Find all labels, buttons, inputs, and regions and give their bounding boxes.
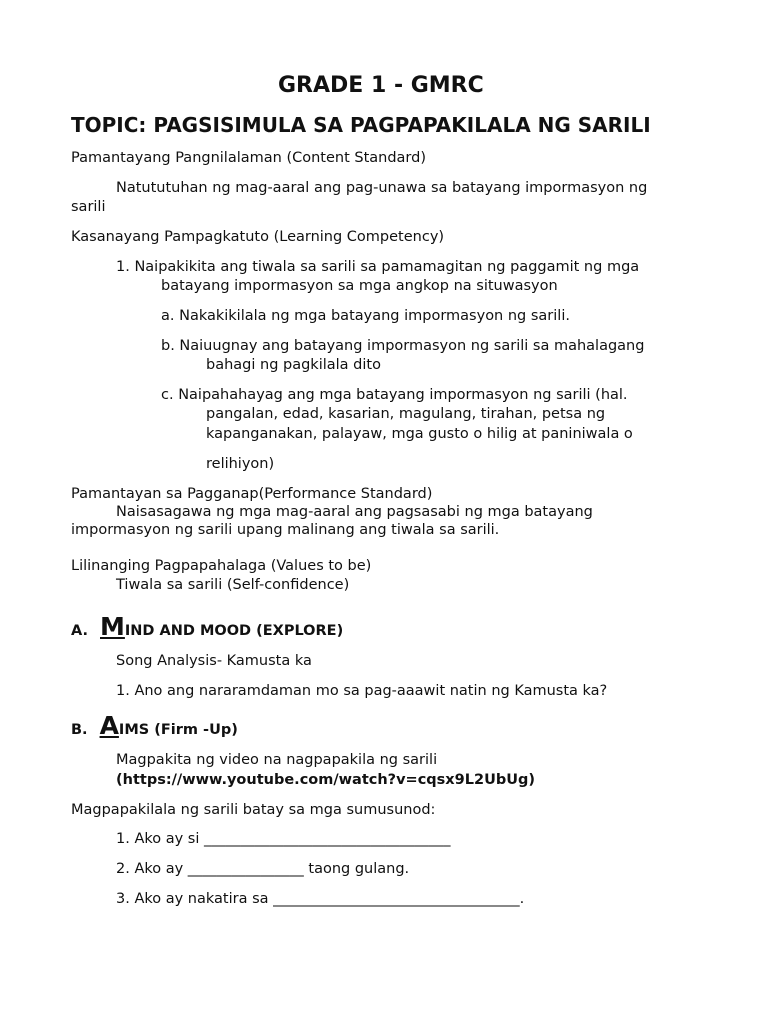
performance-standard-text-cont: impormasyon ng sarili upang malinang ang tiwala sa sarili. [71, 522, 500, 538]
content-standard-heading: Pamantayang Pangnilalaman (Content Standard) [71, 150, 427, 166]
competency-sub-c-cont-2: kapanganakan, palayaw, mga gusto o hilig at paniniwala o [206, 426, 633, 442]
content-standard-text: Natututuhan ng mag-aaral ang pag-unawa sa batayang impormasyon ng [116, 180, 648, 196]
section-a-heading [71, 612, 343, 646]
values-text: Tiwala sa sarili (Self-confidence) [116, 577, 350, 593]
topic-heading: TOPIC: PAGSISIMULA SA PAGPAPAKILALA NG SARILI [71, 113, 651, 137]
competency-sub-b-cont: bahagi ng pagkilala dito [206, 357, 381, 373]
competency-sub-c-cont-3: relihiyon) [206, 456, 275, 472]
learning-competency-heading: Kasanayang Pampagkatuto (Learning Competency) [71, 229, 445, 245]
section-a-question-1: 1. Ano ang nararamdaman mo sa pag-aaawit natin ng Kamusta ka? [116, 683, 608, 699]
section-a-initial: M [100, 612, 125, 641]
section-b-letter: B. [71, 722, 88, 738]
section-b-heading [71, 711, 238, 745]
performance-standard-text: Naisasagawa ng mga mag-aaral ang pagsasabi ng mga batayang [116, 504, 593, 520]
values-heading: Lilinanging Pagpapahalaga (Values to be) [71, 558, 372, 574]
section-b-line-1: Magpakita ng video na nagpapakila ng sarili [116, 752, 438, 768]
performance-standard-heading: Pamantayan sa Pagganap(Performance Standard) [71, 486, 433, 502]
video-link[interactable]: (https://www.youtube.com/watch?v=cqsx9L2UbUg) [116, 772, 536, 788]
competency-sub-c-cont-1: pangalan, edad, kasarian, magulang, tirahan, petsa ng [206, 406, 606, 422]
fill-in-item-3: 3. Ako ay nakatira sa __________________________________. [116, 891, 525, 907]
section-b-initial: A [99, 711, 119, 740]
section-b-title: IMS (Firm -Up) [118, 722, 238, 738]
competency-item-1-cont: batayang impormasyon sa mga angkop na situwasyon [161, 278, 558, 294]
competency-item-1: 1. Naipakikita ang tiwala sa sarili sa pamamagitan ng paggamit ng mga [116, 259, 640, 275]
fill-in-item-1: 1. Ako ay si __________________________________ [116, 831, 451, 847]
section-a-title: IND AND MOOD (EXPLORE) [124, 623, 344, 639]
competency-sub-b: b. Naiuugnay ang batayang impormasyon ng sarili sa mahalagang [161, 338, 645, 354]
fill-in-item-2: 2. Ako ay ________________ taong gulang. [116, 861, 410, 877]
section-a-line-1: Song Analysis- Kamusta ka [116, 653, 312, 669]
competency-sub-a: a. Nakakikilala ng mga batayang impormasyon ng sarili. [161, 308, 570, 324]
section-b-intro: Magpapakilala ng sarili batay sa mga sumusunod: [71, 802, 436, 818]
document-title: GRADE 1 - GMRC [278, 73, 484, 98]
section-a-letter: A. [71, 623, 88, 639]
competency-sub-c: c. Naipahahayag ang mga batayang impormasyon ng sarili (hal. [161, 387, 628, 403]
content-standard-text-cont: sarili [71, 199, 106, 215]
